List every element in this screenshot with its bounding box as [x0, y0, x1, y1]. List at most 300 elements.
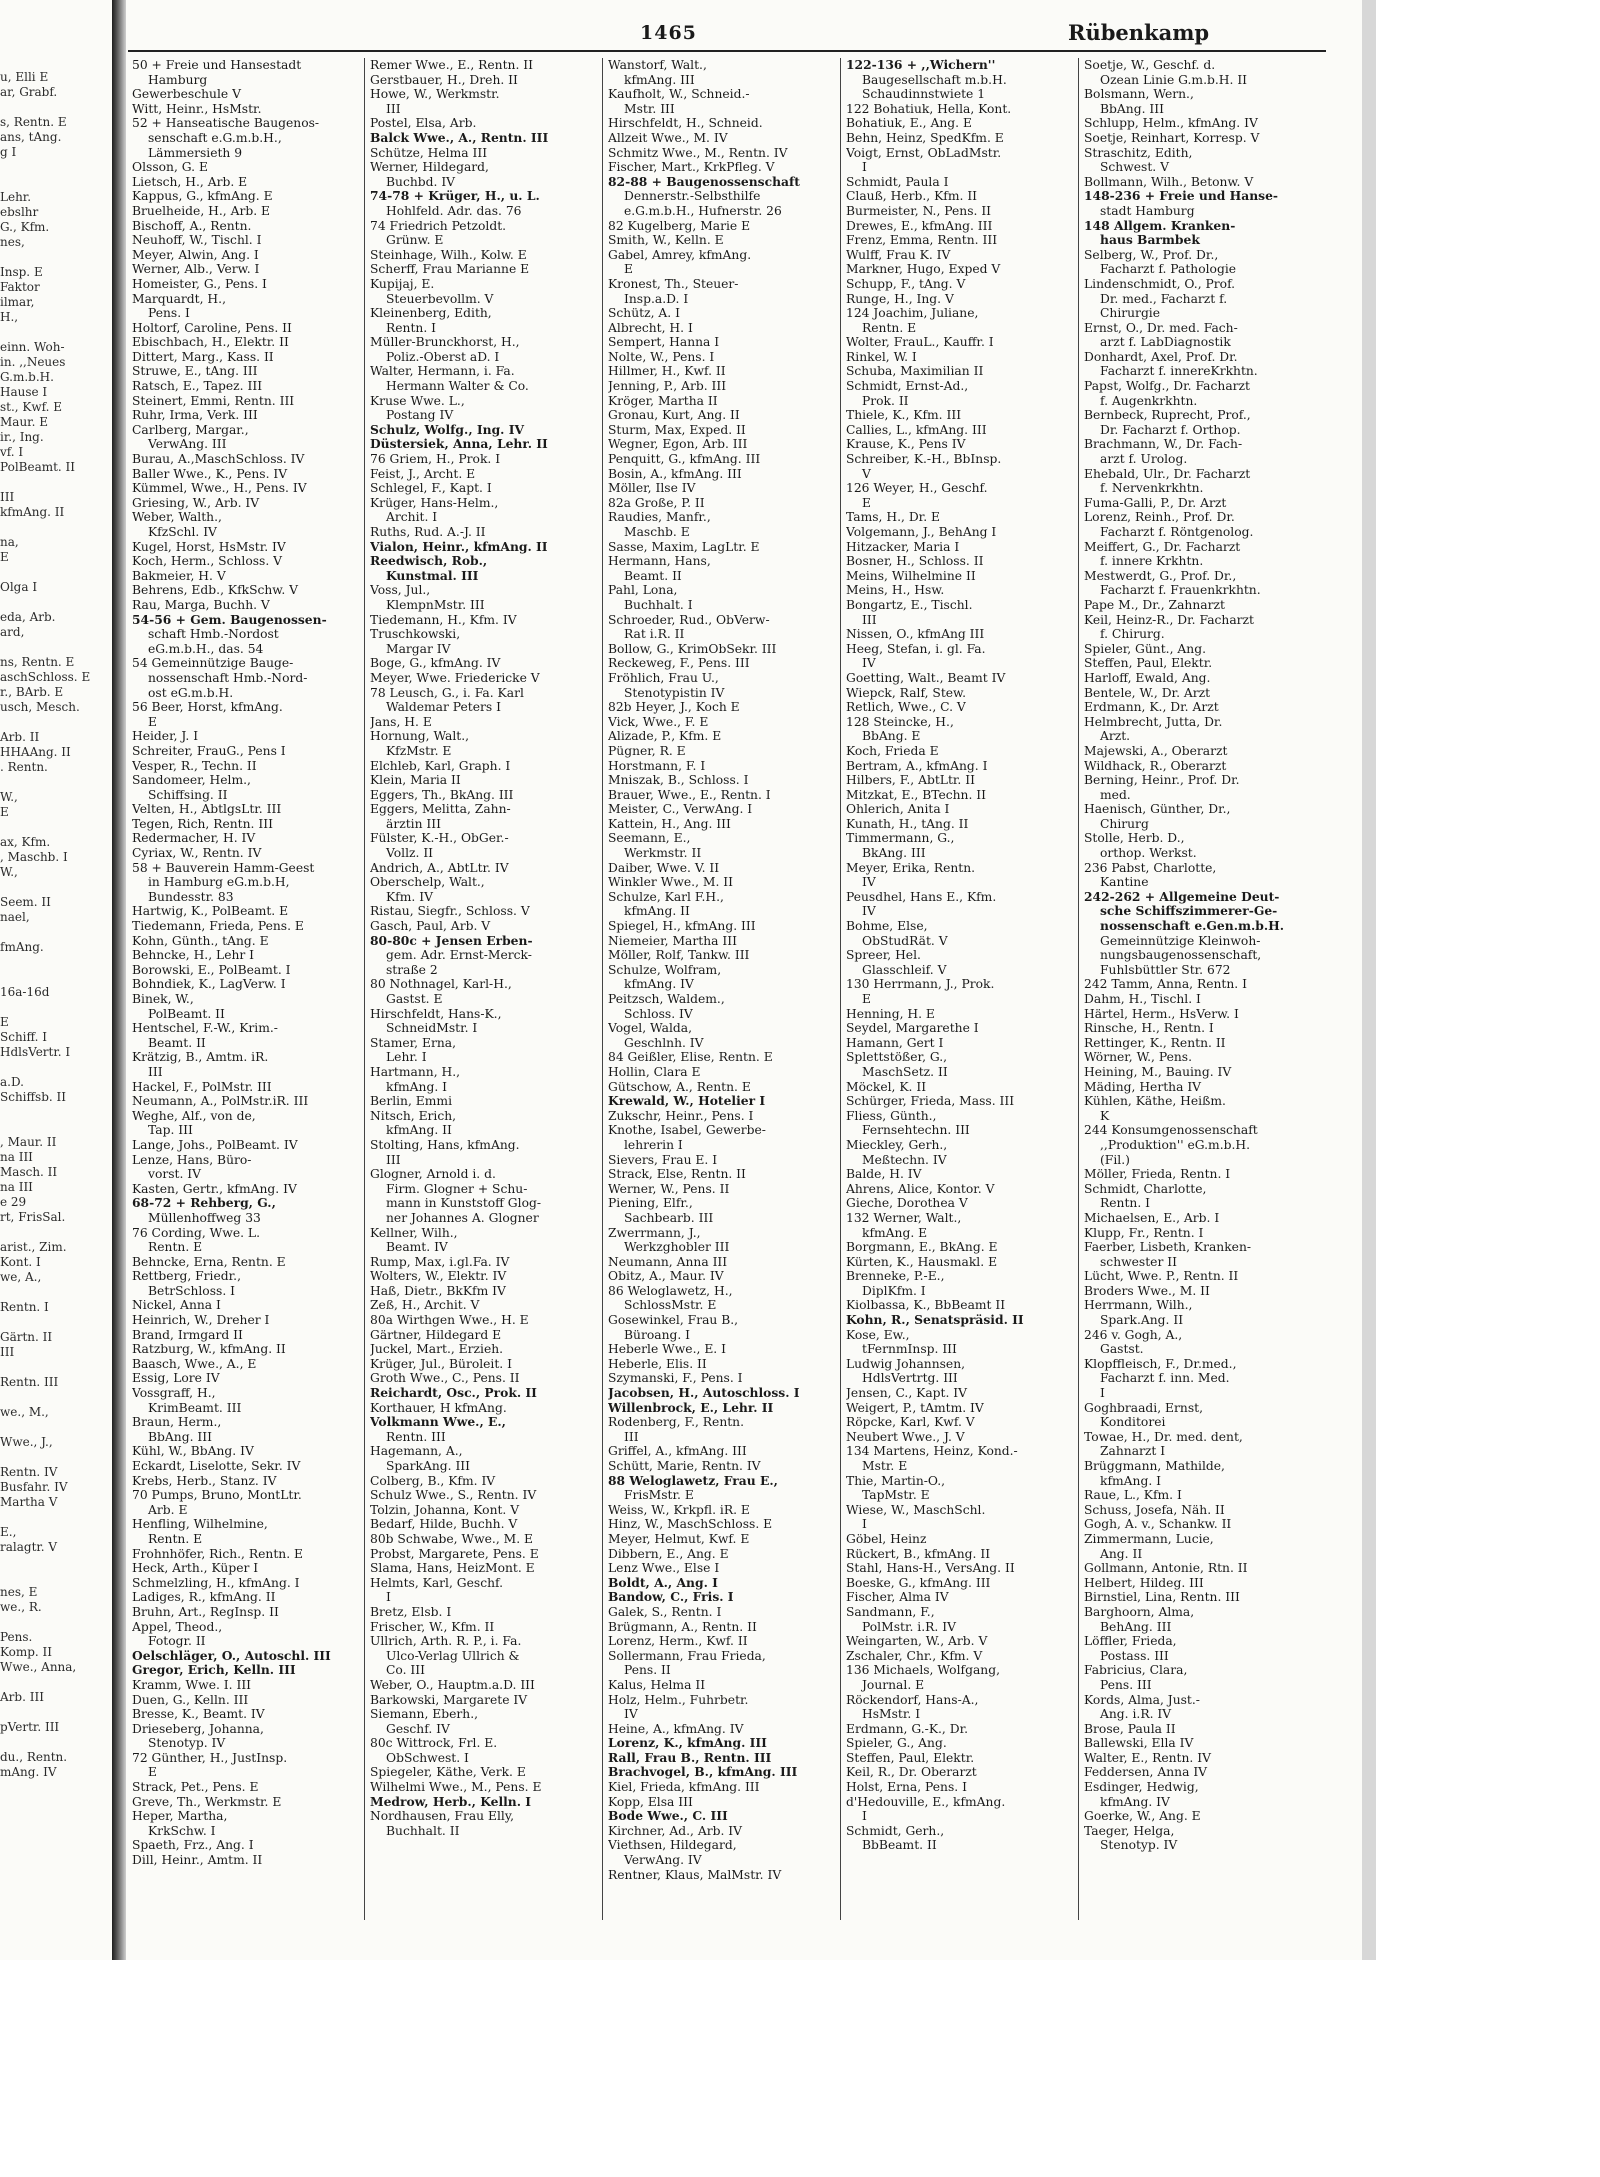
- directory-entry-line: Wiese, W., MaschSchl.: [846, 1502, 986, 1517]
- left-page-fragment-line: W.,: [0, 865, 18, 879]
- directory-entry-line: 122-136 + ,,Wichern'': [846, 58, 996, 72]
- directory-entry-line: Beamt. IV: [386, 1240, 448, 1255]
- directory-entry-line: Strack, Else, Rentn. II: [608, 1167, 746, 1182]
- directory-entry-line: Lorenz, K., kfmAng. III: [608, 1735, 767, 1751]
- directory-entry-line: Jans, H. E: [370, 714, 432, 729]
- directory-entry-line: E: [862, 495, 871, 510]
- directory-entry-line: Kfm. IV: [386, 889, 433, 904]
- directory-entry-line: Meyer, Erika, Rentn.: [846, 860, 976, 875]
- directory-entry-line: Bollow, G., KrimObSekr. III: [608, 641, 777, 656]
- directory-entry-line: Thie, Martin-O.,: [846, 1473, 946, 1488]
- left-page-fragment-line: [0, 325, 104, 340]
- directory-entry-line: Heper, Martha,: [132, 1809, 228, 1824]
- directory-entry-line: Heberle Wwe., E. I: [608, 1342, 726, 1357]
- directory-entry-line: Sandmann, F.,: [846, 1604, 935, 1619]
- left-page-fragment-line: rt, FrisSal.: [0, 1210, 66, 1224]
- directory-entry-line: Erdmann, K., Dr. Arzt: [1084, 700, 1219, 715]
- directory-entry-line: Lindenschmidt, O., Prof.: [1084, 276, 1236, 291]
- directory-entry-line: Michaelsen, E., Arb. I: [1084, 1210, 1220, 1225]
- directory-entry-line: Reichardt, Osc., Prok. II: [370, 1385, 537, 1401]
- directory-entry-line: Clauß, Herb., Kfm. II: [846, 189, 978, 204]
- directory-entry-line: TapMstr. E: [862, 1488, 930, 1503]
- directory-entry-line: 70 Pumps, Bruno, MontLtr.: [132, 1488, 302, 1503]
- directory-entry-line: Cyriax, W., Rentn. IV: [132, 846, 262, 861]
- directory-entry-line: Rat i.R. II: [624, 627, 685, 642]
- left-page-fragment-line: nes, E: [0, 1585, 38, 1599]
- directory-entry-line: Dittert, Marg., Kass. II: [132, 349, 274, 364]
- directory-entry-line: I: [386, 1590, 391, 1605]
- directory-entry-line: Hillmer, H., Kwf. II: [608, 364, 726, 379]
- directory-entry-line: e.G.m.b.H., Hufnerstr. 26: [624, 203, 782, 218]
- directory-entry-line: Ullrich, Arth. R. P., i. Fa.: [370, 1634, 522, 1649]
- left-page-fragment-line: W.,: [0, 790, 18, 804]
- directory-entry-line: Facharzt f. inn. Med.: [1100, 1371, 1230, 1386]
- directory-entry-line: Heine, A., kfmAng. IV: [608, 1721, 744, 1736]
- directory-entry-line: Nordhausen, Frau Elly,: [370, 1809, 515, 1824]
- directory-entry-line: Ozean Linie G.m.b.H. II: [1100, 72, 1248, 87]
- directory-entry-line: Mäding, Hertha IV: [1084, 1079, 1202, 1094]
- directory-entry-line: Mstr. E: [862, 1459, 908, 1473]
- directory-entry-line: Bosner, H., Schloss. II: [846, 554, 984, 569]
- directory-entry-line: Rentn. E: [148, 1240, 203, 1255]
- directory-entry-line: I: [1100, 1386, 1105, 1401]
- directory-entry-line: Behncke, Erna, Rentn. E: [132, 1254, 286, 1269]
- directory-entry-line: Rau, Marga, Buchh. V: [132, 597, 270, 612]
- directory-entry-line: ,,Produktion'' eG.m.b.H.: [1100, 1137, 1251, 1152]
- directory-entry-line: Facharzt f. innereKrkhtn.: [1100, 364, 1258, 379]
- left-page-fragment-line: we., R.: [0, 1600, 42, 1614]
- column-divider: [364, 58, 365, 1920]
- left-page-fragment-line: arist., Zim.: [0, 1240, 67, 1254]
- directory-entry-line: MaschSetz. II: [862, 1064, 948, 1079]
- directory-entry-line: Boge, G., kfmAng. IV: [370, 656, 501, 671]
- directory-column-1: [132, 58, 358, 1920]
- directory-entry-line: Spark.Ang. II: [1100, 1313, 1184, 1328]
- directory-entry-line: Voigt, Ernst, ObLadMstr.: [846, 145, 1002, 160]
- directory-entry-line: Scherff, Frau Marianne E: [370, 262, 530, 277]
- directory-entry-line: Howe, W., Werkmstr.: [370, 87, 500, 102]
- left-page-fragment-line: [0, 595, 104, 610]
- left-page-fragment-line: a.D.: [0, 1075, 24, 1089]
- directory-entry-line: Eggers, Th., BkAng. III: [370, 787, 514, 802]
- directory-entry-line: Burmeister, N., Pens. II: [846, 203, 992, 218]
- directory-entry-line: kfmAng. E: [862, 1225, 928, 1240]
- directory-entry-line: Soetje, Reinhart, Korresp. V: [1084, 130, 1260, 145]
- directory-entry-line: 58 + Bauverein Hamm-Geest: [132, 860, 315, 875]
- left-page-fragment-line: [0, 1615, 104, 1630]
- directory-entry-line: Weigert, P., tAmtm. IV: [846, 1400, 984, 1415]
- directory-entry-line: Gabel, Amrey, kfmAng.: [608, 247, 752, 262]
- directory-entry-line: Bruhn, Art., RegInsp. II: [132, 1604, 279, 1619]
- directory-entry-line: arzt f. LabDiagnostik: [1100, 335, 1231, 350]
- left-page-fragment-line: s, Rentn. E: [0, 115, 67, 129]
- left-page-fragment-line: [0, 775, 104, 790]
- directory-entry-line: Henfling, Wilhelmine,: [132, 1517, 268, 1532]
- page-number: 1465: [640, 22, 697, 44]
- directory-entry-line: Schaudinnstwiete 1: [862, 87, 986, 102]
- directory-entry-line: Neumann, A., PolMstr.iR. III: [132, 1094, 309, 1109]
- left-page-fragment-line: [0, 1390, 104, 1405]
- directory-entry-line: Keil, Heinz-R., Dr. Facharzt: [1084, 612, 1254, 627]
- left-page-fragment-line: , Maschb. I: [0, 850, 68, 864]
- directory-entry-line: ObSchwest. I: [386, 1750, 469, 1765]
- directory-entry-line: senschaft e.G.m.b.H.,: [148, 130, 282, 145]
- directory-entry-line: Voss, Jul.,: [370, 583, 431, 598]
- directory-entry-line: Essig, Lore IV: [132, 1371, 220, 1386]
- directory-entry-line: (Fil.): [1100, 1152, 1130, 1167]
- directory-entry-line: Krause, K., Pens IV: [846, 437, 966, 452]
- directory-entry-line: kfmAng. II: [386, 1123, 452, 1138]
- directory-entry-line: Mstr. III: [624, 101, 675, 116]
- directory-entry-line: Bollmann, Wilh., Betonw. V: [1084, 174, 1254, 189]
- directory-entry-line: Rentn. I: [386, 320, 436, 335]
- directory-entry-line: Tap. III: [148, 1123, 193, 1138]
- left-page-fragment-line: III: [0, 1345, 15, 1359]
- directory-entry-line: Wilhelmi Wwe., M., Pens. E: [370, 1780, 542, 1795]
- left-page-fragment-line: [0, 475, 104, 490]
- directory-entry-line: Brügmann, A., Rentn. II: [608, 1619, 757, 1634]
- directory-entry-line: schaft Hmb.-Nordost: [148, 627, 279, 642]
- directory-entry-line: Frohnhöfer, Rich., Rentn. E: [132, 1546, 303, 1561]
- directory-entry-line: Brenneke, P.-E.,: [846, 1269, 945, 1284]
- directory-entry-line: kfmAng. I: [386, 1079, 448, 1094]
- directory-entry-line: Kords, Alma, Just.-: [1084, 1692, 1200, 1707]
- directory-entry-line: Stahl, Hans-H., VersAng. II: [846, 1561, 1015, 1576]
- directory-entry-line: Koch, Frieda E: [846, 743, 939, 758]
- directory-entry-line: Volgemann, J., BehAng I: [846, 525, 997, 539]
- directory-entry-line: Seemann, E.,: [608, 831, 691, 846]
- directory-entry-line: Vesper, R., Techn. II: [132, 758, 257, 773]
- directory-entry-line: Behrens, Edb., KfkSchw. V: [132, 583, 299, 598]
- left-page-fragment-line: Seem. II: [0, 895, 51, 909]
- left-page-fragment-line: pVertr. III: [0, 1720, 60, 1734]
- directory-entry-line: Bakmeier, H. V: [132, 568, 226, 583]
- directory-entry-line: Volkmann Wwe., E.,: [370, 1414, 506, 1430]
- directory-entry-line: Struwe, E., tAng. III: [132, 364, 258, 379]
- directory-entry-line: E: [624, 262, 633, 277]
- directory-entry-line: Kose, Ew.,: [846, 1327, 910, 1342]
- directory-entry-line: d'Hedouville, E., kfmAng.: [846, 1794, 1006, 1809]
- directory-entry-line: Kühl, W., BbAng. IV: [132, 1444, 254, 1459]
- left-page-fragment-line: Pens.: [0, 1630, 33, 1644]
- directory-entry-line: Lehr. I: [386, 1050, 427, 1065]
- directory-entry-line: Krätzig, B., Amtm. iR.: [132, 1050, 269, 1065]
- directory-entry-line: Kümmel, Wwe., H., Pens. IV: [132, 481, 307, 496]
- directory-entry-line: Poliz.-Oberst aD. I: [386, 349, 500, 364]
- directory-entry-line: 126 Weyer, H., Geschf.: [846, 481, 988, 496]
- directory-entry-line: Pens. I: [148, 306, 190, 321]
- left-page-fragment-line: Arb. III: [0, 1690, 44, 1704]
- directory-entry-line: Insp.a.D. I: [624, 291, 689, 306]
- directory-entry-line: Ristau, Siegfr., Schloss. V: [370, 904, 530, 919]
- directory-entry-line: KrimBeamt. III: [148, 1400, 242, 1415]
- left-page-fragment-line: Schiff. I: [0, 1030, 47, 1044]
- directory-entry-line: Erdmann, G.-K., Dr.: [846, 1721, 969, 1736]
- left-page-fragment-line: Hause I: [0, 385, 48, 399]
- directory-entry-line: Sempert, Hanna I: [608, 335, 720, 350]
- directory-entry-line: Nitsch, Erich,: [370, 1108, 457, 1123]
- directory-entry-line: Pape M., Dr., Zahnarzt: [1084, 597, 1225, 612]
- left-page-fragment-line: [0, 1735, 104, 1750]
- directory-entry-line: Buchhalt. I: [624, 597, 693, 612]
- directory-entry-line: Spiegel, H., kfmAng. III: [608, 919, 756, 934]
- directory-entry-line: Zukschr, Heinr., Pens. I: [608, 1108, 754, 1123]
- directory-entry-line: Wolters, W., Elektr. IV: [370, 1269, 507, 1284]
- directory-entry-line: Heck, Arth., Küper I: [132, 1561, 259, 1576]
- directory-entry-line: Brachmann, W., Dr. Fach-: [1084, 437, 1243, 452]
- directory-entry-line: III: [624, 1429, 639, 1444]
- directory-entry-line: KlempnMstr. III: [386, 597, 485, 612]
- left-page-fragment-line: Wwe., J.,: [0, 1435, 53, 1449]
- directory-entry-line: Fotogr. II: [148, 1634, 206, 1649]
- directory-entry-line: III: [148, 1064, 163, 1079]
- directory-entry-line: Hentschel, F.-W., Krim.-: [132, 1021, 278, 1036]
- directory-entry-line: Schlegel, F., Kapt. I: [370, 481, 492, 496]
- directory-entry-line: KrkSchw. I: [148, 1823, 216, 1838]
- directory-entry-line: Hagemann, A.,: [370, 1444, 463, 1459]
- directory-entry-line: Bentele, W., Dr. Arzt: [1084, 685, 1211, 700]
- directory-entry-line: Möller, Frieda, Rentn. I: [1084, 1167, 1231, 1182]
- left-page-fragment-line: kfmAng. II: [0, 505, 65, 519]
- directory-entry-line: Ohlerich, Anita I: [846, 802, 950, 817]
- directory-entry-line: 80-80c + Jensen Erben-: [370, 932, 533, 948]
- left-page-fragment-line: [0, 1705, 104, 1720]
- directory-entry-line: Velten, H., AbtlgsLtr. III: [132, 802, 282, 817]
- directory-entry-line: Wanstorf, Walt.,: [608, 58, 707, 72]
- directory-entry-line: E: [862, 992, 871, 1006]
- directory-entry-line: Meins, Wilhelmine II: [846, 568, 976, 583]
- directory-entry-line: Wörner, W., Pens.: [1084, 1050, 1192, 1065]
- directory-entry-line: Dennerstr.-Selbsthilfe: [624, 189, 761, 204]
- left-page-fragment-line: [0, 640, 104, 655]
- directory-entry-line: Klopffleisch, F., Dr.med.,: [1084, 1356, 1237, 1371]
- directory-entry-line: kfmAng. I: [1100, 1473, 1162, 1488]
- directory-entry-line: Seydel, Margarethe I: [846, 1021, 979, 1036]
- directory-entry-line: Keil, R., Dr. Oberarzt: [846, 1765, 977, 1780]
- directory-entry-line: Schütz, A. I: [608, 306, 680, 321]
- directory-entry-line: Schmidt, Gerh.,: [846, 1823, 945, 1838]
- directory-entry-line: Gronau, Kurt, Ang. II: [608, 408, 740, 423]
- directory-entry-line: Steffen, Paul, Elektr.: [846, 1750, 975, 1765]
- directory-entry-line: Barghoorn, Alma,: [1084, 1604, 1195, 1619]
- left-page-fragment-line: Komp. II: [0, 1645, 53, 1659]
- directory-entry-line: Galek, S., Rentn. I: [608, 1604, 722, 1619]
- directory-entry-line: Dr. med., Facharzt f.: [1100, 291, 1228, 306]
- directory-entry-line: Ruths, Rud. A.-J. II: [370, 525, 486, 539]
- directory-entry-line: Schreiber, K.-H., BbInsp.: [846, 452, 1002, 467]
- directory-entry-line: Alizade, P., Kfm. E: [608, 729, 722, 744]
- directory-entry-line: Ehebald, Ulr., Dr. Facharzt: [1084, 466, 1251, 481]
- left-page-fragment-line: [0, 1420, 104, 1435]
- directory-entry-line: 82-88 + Baugenossenschaft: [608, 173, 800, 189]
- directory-entry-line: Meyer, Wwe. Friedericke V: [370, 670, 540, 685]
- directory-entry-line: 136 Michaels, Wolfgang,: [846, 1663, 1000, 1678]
- directory-entry-line: Röpcke, Karl, Kwf. V: [846, 1415, 975, 1430]
- directory-entry-line: Rentner, Klaus, MalMstr. IV: [608, 1867, 782, 1882]
- directory-entry-line: 132 Werner, Walt.,: [846, 1210, 962, 1225]
- directory-entry-line: med.: [1100, 787, 1131, 802]
- directory-entry-line: Braun, Herm.,: [132, 1415, 222, 1430]
- directory-entry-line: 56 Beer, Horst, kfmAng.: [132, 700, 283, 715]
- directory-entry-line: eG.m.b.H., das. 54: [148, 641, 264, 656]
- directory-entry-line: Brauer, Wwe., E., Rentn. I: [608, 787, 771, 802]
- directory-entry-line: Tiedemann, Frieda, Pens. E: [132, 919, 304, 934]
- directory-entry-line: Groth Wwe., C., Pens. II: [370, 1371, 520, 1386]
- directory-entry-line: Strack, Pet., Pens. E: [132, 1780, 259, 1795]
- left-page-fragment-line: ard,: [0, 625, 25, 639]
- left-page-fragment-line: [0, 1360, 104, 1375]
- directory-entry-line: Ladiges, R., kfmAng. II: [132, 1590, 276, 1605]
- directory-entry-line: Penquitt, G., kfmAng. III: [608, 452, 761, 467]
- directory-entry-line: Lange, Johs., PolBeamt. IV: [132, 1137, 298, 1152]
- directory-entry-line: Broders Wwe., M. II: [1084, 1283, 1210, 1298]
- directory-entry-line: Bode Wwe., C. III: [608, 1808, 728, 1824]
- directory-entry-line: Wiepck, Ralf, Stew.: [846, 685, 967, 700]
- directory-entry-line: Goetting, Walt., Beamt IV: [846, 670, 1006, 685]
- directory-entry-line: Schloss. IV: [624, 1006, 693, 1021]
- directory-entry-line: Gollmann, Antonie, Rtn. II: [1084, 1561, 1248, 1576]
- directory-entry-line: Bohatiuk, E., Ang. E: [846, 116, 972, 131]
- directory-entry-line: Niemeier, Martha III: [608, 933, 737, 948]
- left-page-fragment-line: [0, 970, 104, 985]
- directory-entry-line: Heinrich, W., Dreher I: [132, 1313, 270, 1328]
- directory-entry-line: KfzSchl. IV: [148, 525, 217, 539]
- directory-entry-line: Konditorei: [1100, 1415, 1166, 1430]
- directory-entry-line: Bohme, Else,: [846, 919, 928, 934]
- directory-entry-line: Lorenz, Herm., Kwf. II: [608, 1634, 748, 1649]
- directory-entry-line: Meyer, Alwin, Ang. I: [132, 247, 259, 262]
- directory-entry-line: Chirurg: [1100, 816, 1149, 831]
- directory-entry-line: 128 Steincke, H.,: [846, 714, 954, 729]
- directory-entry-line: Schwest. V: [1100, 160, 1169, 175]
- directory-entry-line: Rinkel, W. I: [846, 349, 917, 364]
- directory-entry-line: Barkowski, Margarete IV: [370, 1692, 528, 1707]
- left-page-fragment-line: [0, 820, 104, 835]
- left-page-fragment-line: ax, Kfm.: [0, 835, 51, 849]
- directory-entry-line: Walter, E., Rentn. IV: [1084, 1750, 1211, 1765]
- directory-entry-line: Gewerbeschule V: [132, 87, 241, 102]
- directory-entry-line: Stolting, Hans, kfmAng.: [370, 1137, 520, 1152]
- directory-entry-line: PolMstr. i.R. IV: [862, 1619, 956, 1634]
- directory-entry-line: E: [148, 714, 157, 729]
- directory-entry-line: Vogel, Walda,: [608, 1021, 693, 1036]
- directory-entry-line: Kalus, Helma II: [608, 1677, 706, 1692]
- directory-entry-line: Vick, Wwe., F. E: [608, 714, 709, 729]
- directory-entry-line: 84 Geißler, Elise, Rentn. E: [608, 1050, 773, 1065]
- directory-entry-line: Wildhack, R., Oberarzt: [1084, 758, 1227, 773]
- directory-entry-line: Rinsche, H., Rentn. I: [1084, 1021, 1214, 1036]
- directory-entry-line: Weiss, W., Krkpfl. iR. E: [608, 1502, 750, 1517]
- directory-entry-line: ärztin III: [386, 816, 441, 831]
- directory-entry-line: Carlberg, Margar.,: [132, 422, 249, 437]
- directory-entry-line: VerwAng. IV: [624, 1853, 702, 1868]
- directory-entry-line: Nissen, O., kfmAng III: [846, 627, 985, 642]
- left-page-fragment-line: [0, 160, 104, 175]
- directory-entry-line: Ratsch, E., Tapez. III: [132, 379, 263, 394]
- directory-entry-line: Hirschfeldt, H., Schneid.: [608, 116, 763, 131]
- directory-entry-line: Werner, W., Pens. II: [608, 1181, 730, 1196]
- directory-entry-line: 88 Weloglawetz, Frau E.,: [608, 1472, 778, 1488]
- directory-entry-line: Rückert, B., kfmAng. II: [846, 1546, 991, 1561]
- directory-entry-line: Rentn. III: [386, 1429, 446, 1444]
- directory-entry-line: BkAng. III: [862, 846, 926, 861]
- directory-entry-line: Zwerrmann, J.,: [608, 1225, 701, 1240]
- directory-entry-line: Schuss, Josefa, Näh. II: [1084, 1502, 1225, 1517]
- directory-entry-line: nungsbaugenossenschaft,: [1100, 948, 1262, 963]
- directory-entry-line: Düstersiek, Anna, Lehr. II: [370, 436, 548, 452]
- directory-entry-line: 54-56 + Gem. Baugenossen-: [132, 611, 327, 627]
- directory-entry-line: Mestwerdt, G., Prof. Dr.,: [1084, 568, 1237, 583]
- directory-entry-line: Bresse, K., Beamt. IV: [132, 1707, 265, 1722]
- directory-entry-line: Hornung, Walt.,: [370, 729, 470, 744]
- directory-entry-line: 76 Cording, Wwe. L.: [132, 1225, 260, 1240]
- directory-entry-line: vorst. IV: [148, 1167, 202, 1182]
- left-page-fragment-line: 16a-16d: [0, 985, 50, 999]
- directory-entry-line: Eckardt, Liselotte, Sekr. IV: [132, 1459, 301, 1473]
- directory-entry-line: 82a Große, P. II: [608, 495, 705, 510]
- directory-entry-line: Kleinenberg, Edith,: [370, 306, 492, 321]
- directory-entry-line: Reedwisch, Rob.,: [370, 553, 488, 569]
- directory-entry-line: FrisMstr. E: [624, 1488, 694, 1503]
- directory-entry-line: Bernbeck, Ruprecht, Prof.,: [1084, 408, 1251, 423]
- directory-entry-line: Bandow, C., Fris. I: [608, 1589, 734, 1605]
- left-page-fragment-line: nael,: [0, 910, 30, 924]
- directory-entry-line: Rodenberg, F., Rentn.: [608, 1415, 745, 1430]
- directory-entry-line: lehrerin I: [624, 1137, 683, 1152]
- directory-entry-line: Elchleb, Karl, Graph. I: [370, 758, 511, 773]
- directory-entry-line: III: [386, 101, 401, 116]
- directory-entry-line: Bedarf, Hilde, Buchh. V: [370, 1517, 518, 1532]
- directory-entry-line: Feddersen, Anna IV: [1084, 1765, 1208, 1780]
- directory-entry-line: 82 Kugelberg, Marie E: [608, 218, 751, 233]
- directory-entry-line: Mitzkat, E., BTechn. II: [846, 787, 987, 802]
- directory-entry-line: Arzt.: [1100, 729, 1131, 744]
- left-page-fragment-line: HdlsVertr. I: [0, 1045, 71, 1059]
- directory-entry-line: Tolzin, Johanna, Kont. V: [370, 1502, 520, 1517]
- directory-entry-line: Facharzt f. Frauenkrkhtn.: [1100, 583, 1261, 598]
- directory-entry-line: Maschb. E: [624, 525, 690, 539]
- directory-entry-line: Postel, Elsa, Arb.: [370, 116, 477, 131]
- directory-entry-line: Drewes, E., kfmAng. III: [846, 218, 993, 233]
- directory-entry-line: Sasse, Maxim, LagLtr. E: [608, 539, 760, 554]
- directory-entry-line: SparkAng. III: [386, 1459, 471, 1473]
- directory-entry-line: Pens. II: [624, 1663, 671, 1678]
- left-page-fragment-line: r., BArb. E: [0, 685, 64, 699]
- directory-entry-line: Schütze, Helma III: [370, 145, 488, 160]
- directory-entry-line: Ang. II: [1100, 1546, 1143, 1561]
- directory-entry-line: Sandomeer, Helm.,: [132, 773, 251, 788]
- left-page-fragment-line: [0, 1120, 104, 1135]
- directory-entry-line: Kupijaj, E.: [370, 276, 435, 291]
- directory-entry-line: Werner, Alb., Verw. I: [132, 262, 260, 277]
- directory-entry-line: Dibbern, E., Ang. E: [608, 1546, 729, 1561]
- directory-entry-line: Ballewski, Ella IV: [1084, 1736, 1194, 1751]
- running-head: Rübenkamp: [1068, 20, 1210, 45]
- directory-entry-line: Werkmstr. II: [624, 846, 702, 861]
- directory-entry-line: Vialon, Heinr., kfmAng. II: [370, 538, 548, 554]
- directory-entry-line: Vollz. II: [386, 846, 434, 861]
- directory-entry-line: Rentn. E: [148, 1531, 203, 1546]
- directory-entry-line: Steffen, Paul, Elektr.: [1084, 656, 1213, 671]
- directory-entry-line: Ulco-Verlag Ullrich &: [386, 1648, 520, 1663]
- directory-entry-line: Goghbraadi, Ernst,: [1084, 1400, 1203, 1415]
- left-page-fragment-line: PolBeamt. II: [0, 460, 76, 474]
- left-page-fragment-line: [0, 1555, 104, 1570]
- directory-entry-line: Gastst. E: [386, 992, 443, 1006]
- directory-entry-line: HdlsVertrtg. III: [862, 1371, 958, 1386]
- directory-entry-line: Fischer, Alma IV: [846, 1590, 949, 1605]
- directory-entry-line: Hartmann, H.,: [370, 1064, 461, 1079]
